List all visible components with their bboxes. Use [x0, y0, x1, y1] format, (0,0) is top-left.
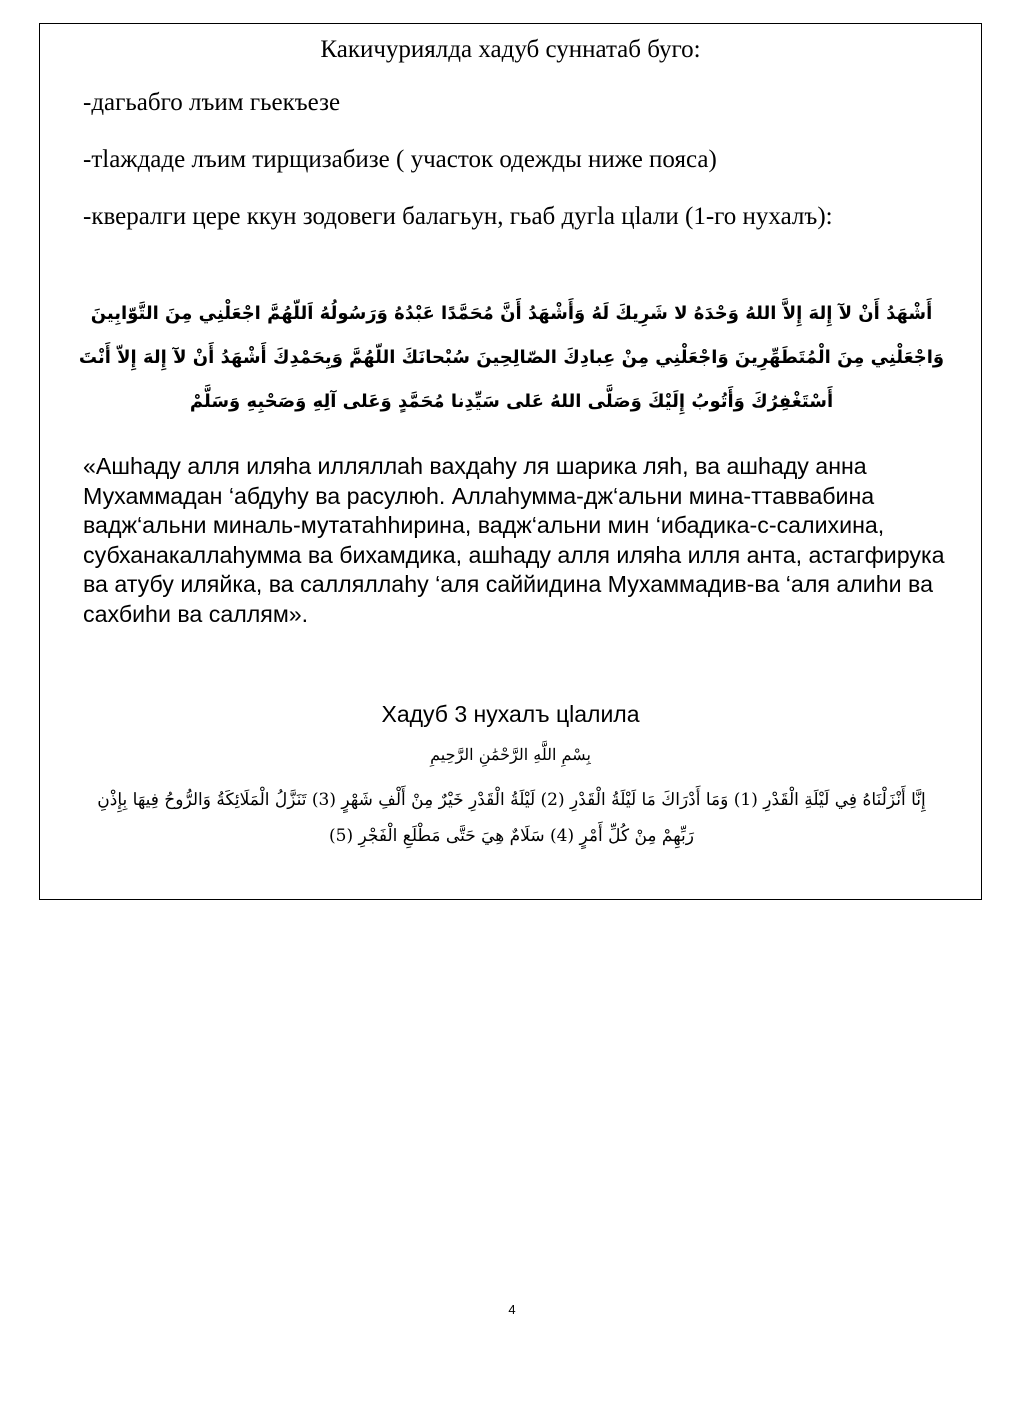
instruction-drink-water: -дагьабго лъим гьекъезе: [83, 89, 341, 116]
content-box: [39, 23, 982, 900]
arabic-dua-text: أَشْهَدُ أَنْ لآ إِلهَ إِلاَّ اللهُ وَحْدَهُ لا شَرِيكَ لَهُ وَأَشْهَدُ أَنَّ مُحَمَّدًا عَبْدُهُ وَرَسُولُهُ اَللّهُمَّ اجْعَلْنِي مِنَ التَّوّابِينَ وَاجْعَلْنِي مِنَ الْمُتَطَهِّرِينَ وَاجْعَلْنِي مِنْ عِبادِكَ الصّالِحِينَ سُبْحانَكَ اللّهُمَّ وَبِحَمْدِكَ أَشْهَدُ أَنْ لآ إِلهَ إِلاّ أَنْتَ أَسْتَغْفِرُكَ وَأَتُوبُ إِلَيْكَ وَصَلَّى اللهُ عَلى سَيِّدِنا مُحَمَّدٍ وَعَلى آلِهِ وَصَحْبِهِ وَسَلَّمْ: [78, 303, 945, 412]
surah-al-qadr-text: إِنَّا أَنْزَلْنَاهُ فِي لَيْلَةِ الْقَدْرِ (1) وَمَا أَدْرَاكَ مَا لَيْلَةُ الْقَدْرِ (2) لَيْلَةُ الْقَدْرِ خَيْرٌ مِنْ أَلْفِ شَهْرٍ (3) تَنَزَّلُ الْمَلَائِكَةُ وَالرُّوحُ فِيهَا بِإِذْنِ رَبِّهِمْ مِنْ كُلِّ أَمْرٍ (4) سَلَامٌ هِيَ حَتَّى مَطْلَعِ الْفَجْرِ (5): [97, 790, 926, 846]
instruction-raise-hands: -квералги цере ккун зодовеги балагьун, гьаб дугlа цlали (1-го нухалъ):: [83, 203, 833, 230]
dua-transliteration: «Ашhаду алля иляhа илляллаh ваxдаhу ля шарика ляh, ва ашhаду анна Мухаммадан ‘абдуhу ва расулюh. Аллаhумма-дж‘альни мина-ттаввабина вадж‘альни миналь-мутатаhhирина, вадж‘альни мин ‘ибадика-с-салихина, субханакаллаhумма ва бихамдика, ашhаду алля иляhа илля анта, астагфирука ва атубу иляйка, ва салляллаhу ‘аля саййидина Мухаммадив-ва ‘аля алиhи ва сахбиhи ва саллям».: [83, 453, 945, 627]
basmala-text: بِسْمِ اللَّهِ الرَّحْمَٰنِ الرَّحِيمِ: [430, 745, 591, 764]
page-number: 4: [508, 1302, 516, 1317]
recite-three-times-heading: Хадуб 3 нухалъ цlалила: [381, 701, 640, 727]
instruction-sprinkle-water: -тlаждаде лъим тирщизабизе ( участок одежды ниже пояса): [83, 146, 717, 173]
section-heading: Какичуриялда хадуб суннатаб буго:: [320, 36, 701, 63]
